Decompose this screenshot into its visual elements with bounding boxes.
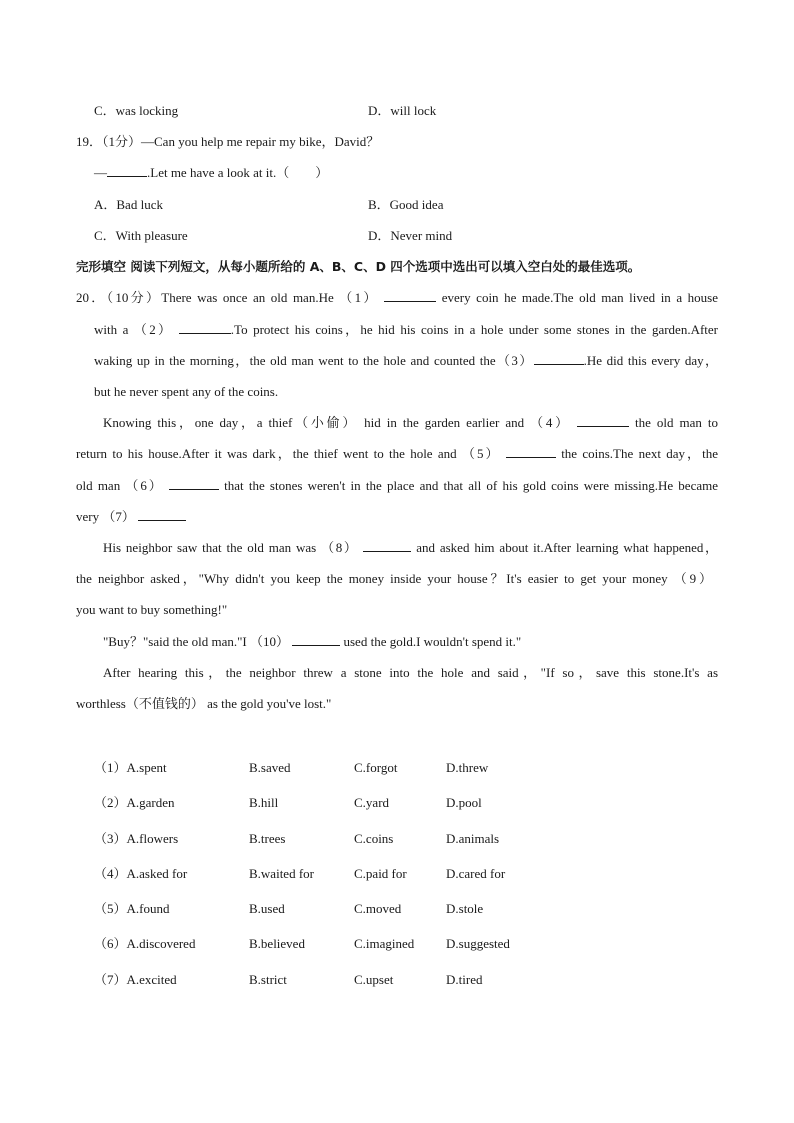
passage-line-3 [94, 352, 718, 370]
passage-text: His neighbor saw that the old man was （8） [103, 540, 359, 555]
option-c: C.moved [354, 901, 402, 916]
option-b: B.trees [249, 831, 286, 846]
q19-stem: 19．（1分）—Can you help me repair my bike，David？ [76, 134, 380, 149]
blank-6 [169, 477, 219, 490]
q19-choice-d: D．Never mind [368, 228, 453, 243]
option-a: （3）A.flowers [94, 831, 179, 846]
option-d: D.suggested [446, 936, 510, 951]
q18-choice-d: D．will lock [368, 103, 437, 118]
option-b: B.believed [249, 936, 305, 951]
passage-line-1 [76, 289, 718, 307]
blank-3 [534, 352, 584, 365]
passage-line-13: After hearing this，the neighbor threw a stone into the hole and said，"If so，save this stone.It's as [103, 665, 718, 680]
option-a: （2）A.garden [94, 795, 175, 810]
option-b: B.waited for [249, 866, 314, 881]
passage-line-12 [103, 633, 521, 651]
passage-line-6 [76, 445, 718, 463]
passage-text: every coin he made.The old man lived in a house [441, 290, 718, 305]
blank-1 [384, 289, 436, 302]
option-b: B.strict [249, 972, 287, 987]
passage-text: the old man to [634, 415, 718, 430]
passage-line-14: worthless（不值钱的） as the gold you've lost." [76, 696, 332, 711]
passage-line-4: but he never spent any of the coins. [94, 384, 279, 399]
passage-line-9 [103, 539, 718, 557]
passage-text: the coins.The next day，the [561, 446, 718, 461]
q19-blank [107, 164, 147, 177]
blank-4 [577, 414, 629, 427]
option-c: C.yard [354, 795, 390, 810]
option-a: （4）A.asked for [94, 866, 188, 881]
passage-line-8 [76, 508, 186, 526]
q19-choice-b: B．Good idea [368, 197, 444, 212]
option-d: D.animals [446, 831, 500, 846]
option-c: C.paid for [354, 866, 407, 881]
option-c: C.coins [354, 831, 394, 846]
q19-choice-c: C．With pleasure [94, 228, 188, 243]
option-b: B.saved [249, 760, 291, 775]
option-a: （5）A.found [94, 901, 170, 916]
passage-text: old man （6） [76, 478, 164, 493]
option-c: C.forgot [354, 760, 398, 775]
option-a: （1）A.spent [94, 760, 167, 775]
q18-choice-c: C．was locking [94, 103, 179, 118]
passage-text: 20．（10分）There was once an old man.He （1） [76, 290, 379, 305]
q19-choice-a: A．Bad luck [94, 197, 163, 212]
passage-line-11: you want to buy something!" [76, 602, 228, 617]
passage-text: that the stones weren't in the place and that all of his gold coins were missing.He became [224, 478, 718, 493]
option-a: （6）A.discovered [94, 936, 196, 951]
passage-text: with a （2） [94, 322, 174, 337]
passage-text: .He did this every day， [583, 353, 718, 368]
option-c: C.imagined [354, 936, 415, 951]
section-heading: 完形填空 阅读下列短文，从每小题所给的 A、B、C、D 四个选项中选出可以填入空白处的最佳选项。 [76, 259, 641, 274]
passage-text: waking up in the morning，the old man went to the hole and counted the（3） [94, 353, 534, 368]
q19-reply-text: .Let me have a look at it.（ ） [147, 165, 329, 180]
option-a: （7）A.excited [94, 972, 177, 987]
option-d: D.tired [446, 972, 483, 987]
blank-5 [506, 445, 556, 458]
passage-text: very （7） [76, 509, 135, 524]
passage-text: Knowing this，one day，a thief（小偷） hid in the garden earlier and （4） [103, 415, 571, 430]
passage-text: and asked him about it.After learning what happened， [416, 540, 718, 555]
blank-10 [292, 633, 340, 646]
blank-2 [179, 321, 231, 334]
q19-reply-dash: — [94, 165, 107, 180]
passage-text: "Buy？"said the old man."I （10） [103, 634, 289, 649]
passage-text: return to his house.After it was dark，the thief went to the hole and （5） [76, 446, 501, 461]
option-d: D.stole [446, 901, 484, 916]
q19-reply [94, 164, 328, 182]
passage-line-2 [94, 321, 718, 339]
passage-line-5 [103, 414, 718, 432]
option-b: B.hill [249, 795, 279, 810]
option-d: D.cared for [446, 866, 506, 881]
blank-7 [138, 508, 186, 521]
option-b: B.used [249, 901, 285, 916]
passage-line-10: the neighbor asked，"Why didn't you keep the money inside your house？It's easier to get your money （9） [76, 571, 712, 586]
passage-line-7 [76, 477, 718, 495]
blank-8 [363, 539, 411, 552]
passage-text: used the gold.I wouldn't spend it." [343, 634, 522, 649]
option-d: D.pool [446, 795, 482, 810]
option-d: D.threw [446, 760, 489, 775]
option-c: C.upset [354, 972, 394, 987]
passage-text: .To protect his coins，he hid his coins in a hole under some stones in the garden.After [230, 322, 719, 337]
